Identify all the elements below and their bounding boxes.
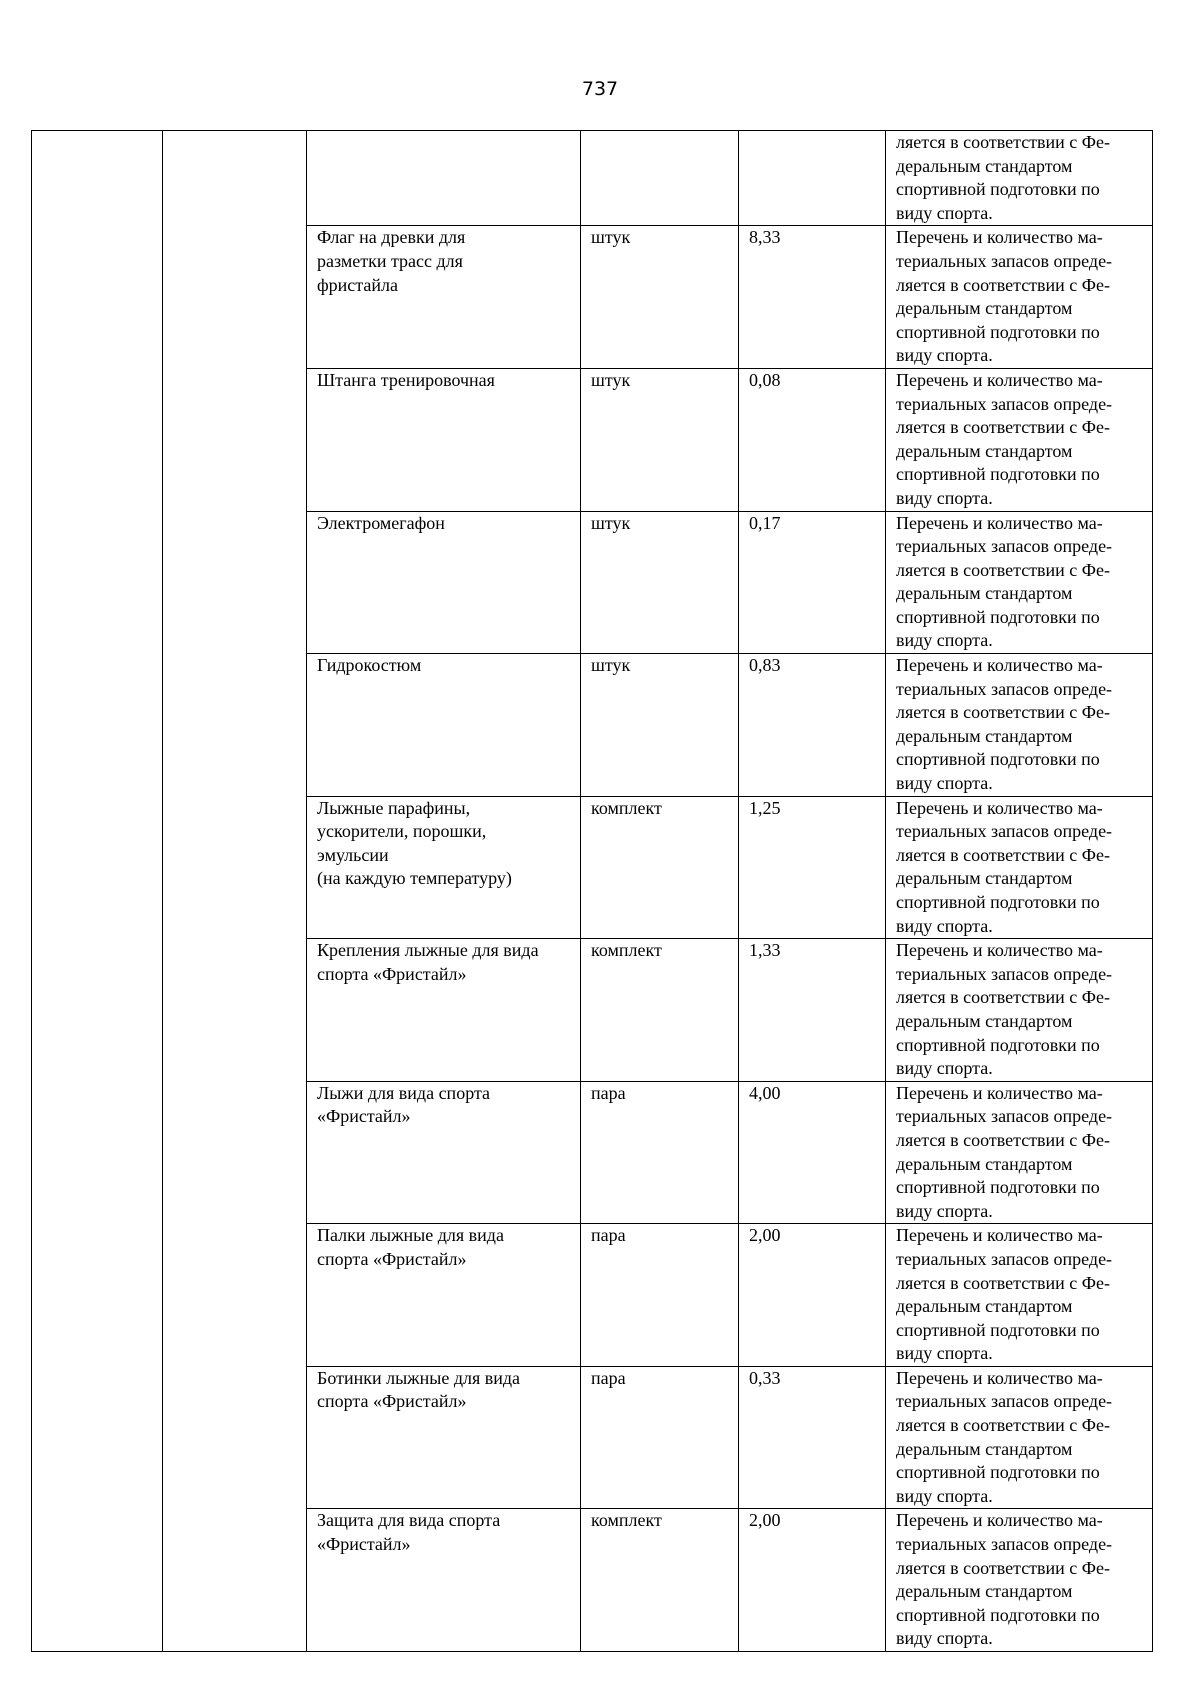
table-row-continuation — [32, 131, 1153, 226]
cell-unit: пара — [581, 1224, 739, 1367]
cell-quantity: 0,17 — [739, 511, 886, 654]
cell-unit: комплект — [581, 796, 739, 939]
cell-quantity: 0,08 — [739, 368, 886, 511]
cell-name: Лыжные парафины, ускорители, порошки, эмульсии (на каждую температуру) — [307, 796, 581, 939]
cell-note: Перечень и количество ма- териальных запасов опреде- ляется в соответствии с Фе- деральным стандартом спортивной подготовки по виду спорта. — [886, 654, 1153, 797]
cell-quantity: 2,00 — [739, 1224, 886, 1367]
cell-note: Перечень и количество ма- териальных запасов опреде- ляется в соответствии с Фе- деральным стандартом спортивной подготовки по виду спорта. — [886, 511, 1153, 654]
cell-unit: штук — [581, 654, 739, 797]
cell-unit: пара — [581, 1366, 739, 1509]
cell-unit: комплект — [581, 939, 739, 1082]
cell-name: Защита для вида спорта «Фристайл» — [307, 1509, 581, 1652]
cell-unit: штук — [581, 226, 739, 369]
cell-quantity: 1,33 — [739, 939, 886, 1082]
cell-unit: пара — [581, 1081, 739, 1224]
cell-note: Перечень и количество ма- териальных запасов опреде- ляется в соответствии с Фе- деральным стандартом спортивной подготовки по виду спорта. — [886, 368, 1153, 511]
merged-cell-col1 — [32, 131, 163, 1652]
cell-note: Перечень и количество ма- териальных запасов опреде- ляется в соответствии с Фе- деральным стандартом спортивной подготовки по виду спорта. — [886, 1224, 1153, 1367]
cell-note: ляется в соответствии с Фе- деральным стандартом спортивной подготовки по виду спорта. — [886, 131, 1153, 226]
cell-name: Крепления лыжные для вида спорта «Фристайл» — [307, 939, 581, 1082]
table-body — [32, 131, 1153, 1652]
cell-name: Палки лыжные для вида спорта «Фристайл» — [307, 1224, 581, 1367]
cell-name: Ботинки лыжные для вида спорта «Фристайл» — [307, 1366, 581, 1509]
cell-name: Флаг на древки для разметки трасс для фристайла — [307, 226, 581, 369]
cell-note: Перечень и количество ма- териальных запасов опреде- ляется в соответствии с Фе- деральным стандартом спортивной подготовки по виду спорта. — [886, 1081, 1153, 1224]
cell-note: Перечень и количество ма- териальных запасов опреде- ляется в соответствии с Фе- деральным стандартом спортивной подготовки по виду спорта. — [886, 939, 1153, 1082]
cell-quantity: 4,00 — [739, 1081, 886, 1224]
cell-unit: штук — [581, 368, 739, 511]
cell-note: Перечень и количество ма- териальных запасов опреде- ляется в соответствии с Фе- деральным стандартом спортивной подготовки по виду спорта. — [886, 796, 1153, 939]
cell-quantity: 8,33 — [739, 226, 886, 369]
cell-note: Перечень и количество ма- териальных запасов опреде- ляется в соответствии с Фе- деральным стандартом спортивной подготовки по виду спорта. — [886, 1366, 1153, 1509]
cell-quantity: 0,83 — [739, 654, 886, 797]
cell-name: Гидрокостюм — [307, 654, 581, 797]
cell-name — [307, 131, 581, 226]
page-number: 737 — [581, 78, 619, 100]
cell-unit: комплект — [581, 1509, 739, 1652]
equipment-table — [31, 130, 1153, 1652]
merged-cell-col2 — [163, 131, 307, 1652]
cell-unit: штук — [581, 511, 739, 654]
cell-name: Лыжи для вида спорта «Фристайл» — [307, 1081, 581, 1224]
cell-quantity: 1,25 — [739, 796, 886, 939]
cell-quantity — [739, 131, 886, 226]
cell-note: Перечень и количество ма- териальных запасов опреде- ляется в соответствии с Фе- деральным стандартом спортивной подготовки по виду спорта. — [886, 1509, 1153, 1652]
cell-name: Электромегафон — [307, 511, 581, 654]
cell-quantity: 2,00 — [739, 1509, 886, 1652]
cell-note: Перечень и количество ма- териальных запасов опреде- ляется в соответствии с Фе- деральным стандартом спортивной подготовки по виду спорта. — [886, 226, 1153, 369]
cell-unit — [581, 131, 739, 226]
cell-quantity: 0,33 — [739, 1366, 886, 1509]
cell-name: Штанга тренировочная — [307, 368, 581, 511]
